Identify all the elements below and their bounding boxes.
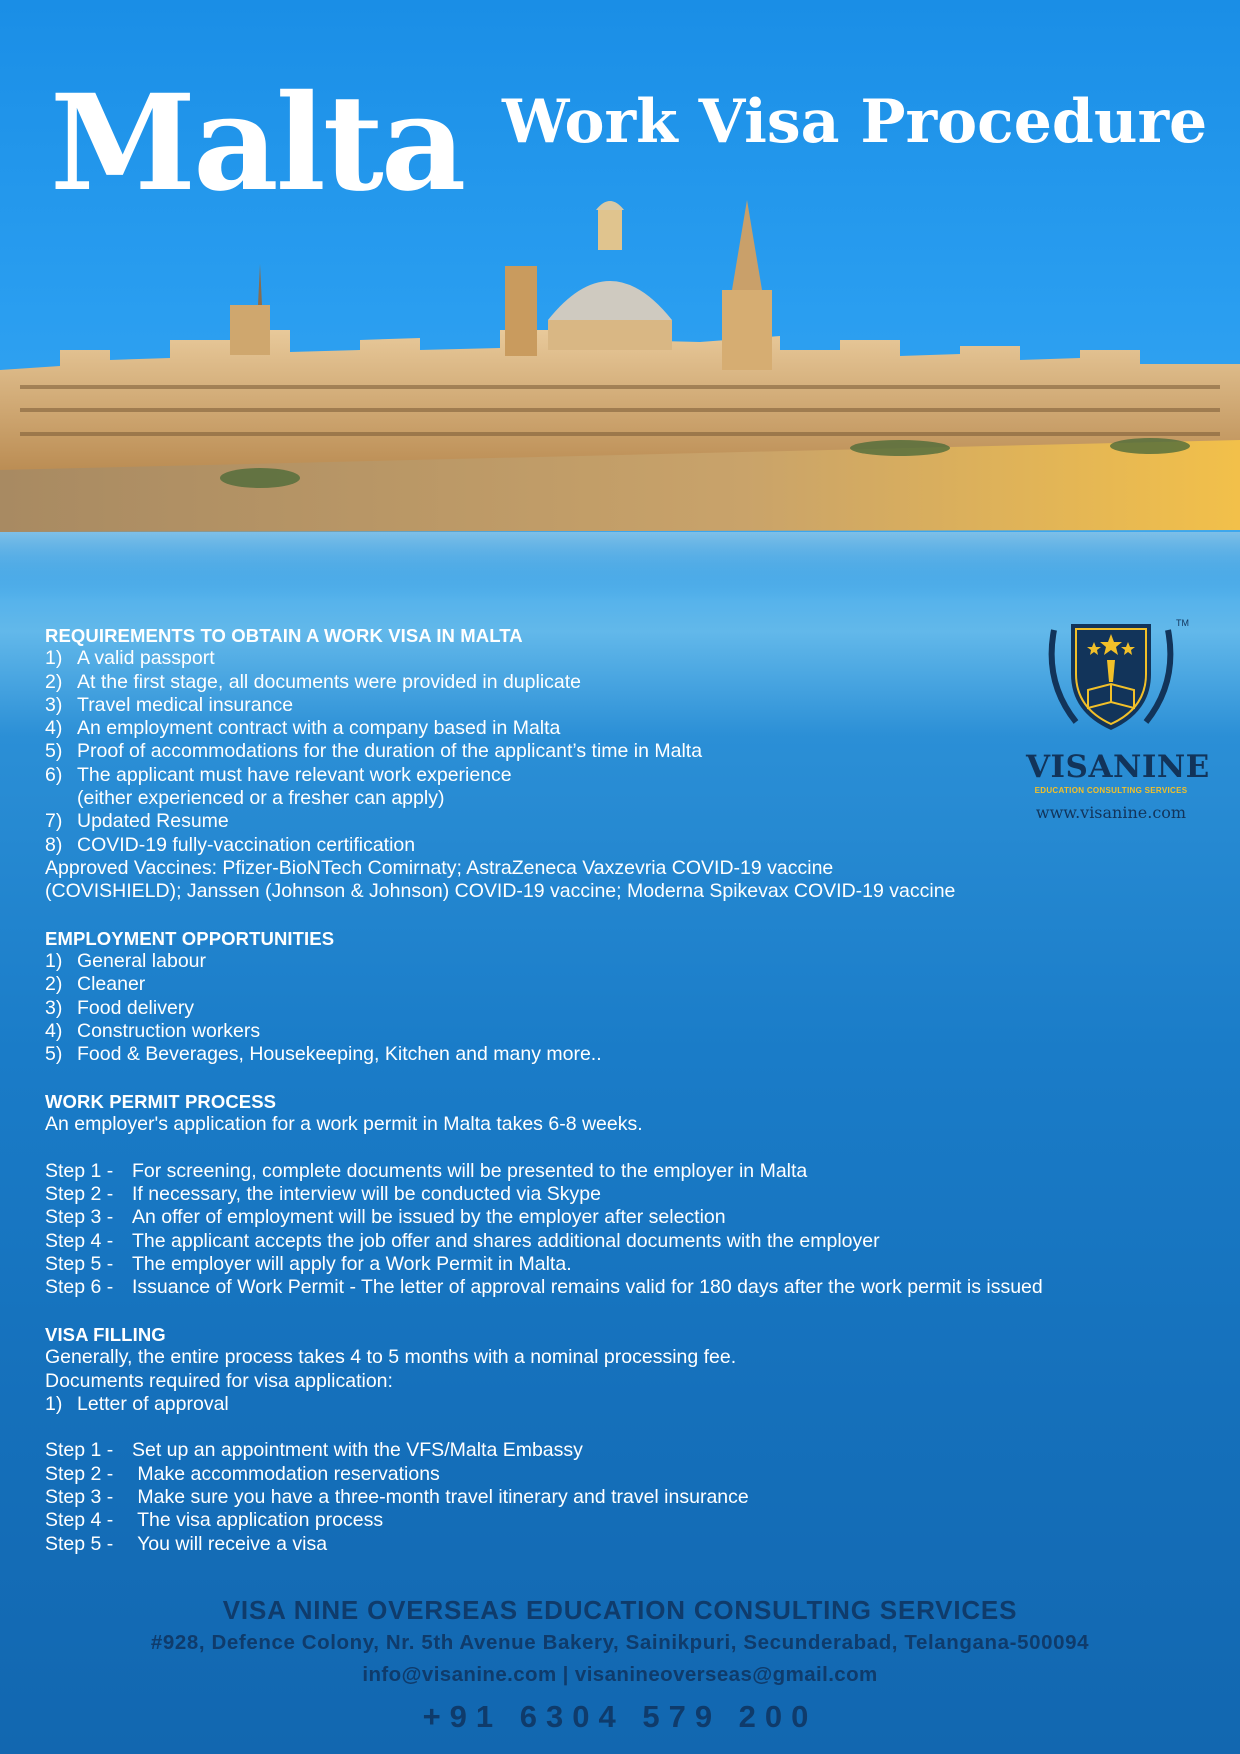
footer-phone[interactable]: +91 6304 579 200 — [422, 1699, 818, 1734]
list-item: 5) Food & Beverages, Housekeeping, Kitchen and many more.. — [45, 1043, 602, 1066]
vaccines-text: (COVISHIELD); Janssen (Johnson & Johnson) COVID-19 vaccine; Moderna Spikevax COVID-19 vaccine — [45, 880, 956, 903]
list-item: 1) A valid passport — [45, 647, 215, 670]
logo-website-link[interactable]: www.visanine.com — [1035, 803, 1187, 822]
visa-filling-heading: VISA FILLING — [45, 1323, 166, 1345]
title-subtitle: Work Visa Procedure — [502, 87, 1208, 157]
list-item: 2) At the first stage, all documents were provided in duplicate — [45, 670, 582, 693]
step-item: Step 5 - You will receive a visa — [45, 1532, 328, 1555]
list-item: 4) An employment contract with a company based in Malta — [45, 717, 561, 740]
list-item: 3) Food delivery — [45, 996, 195, 1019]
logo-tagline: EDUCATION CONSULTING SERVICES — [1034, 786, 1188, 795]
list-item: 2) Cleaner — [45, 973, 146, 996]
step-item: Step 6 - Issuance of Work Permit - The letter of approval remains valid for 180 days after the work permit is issued — [45, 1276, 1043, 1299]
work-permit-heading: WORK PERMIT PROCESS — [45, 1090, 277, 1112]
trademark-mark: TM — [1176, 618, 1189, 628]
valletta-skyline-image — [0, 180, 1240, 600]
work-permit-intro: An employer's application for a work permit in Malta takes 6-8 weeks. — [45, 1113, 643, 1136]
vaccines-text: Approved Vaccines: Pfizer-BioNTech Comirnaty; AstraZeneca Vaxzevria COVID-19 vaccine — [45, 856, 834, 879]
step-item: Step 3 - An offer of employment will be issued by the employer after selection — [45, 1206, 726, 1229]
main-content — [45, 624, 1185, 1556]
logo-brand: VISANINE — [1026, 749, 1210, 785]
list-item: 8) COVID-19 fully-vaccination certification — [45, 833, 416, 856]
step-item: Step 3 - Make sure you have a three-month travel itinerary and travel insurance — [45, 1485, 749, 1508]
footer-address: #928, Defence Colony, Nr. 5th Avenue Bakery, Sainikpuri, Secunderabad, Telangana-500094 — [150, 1631, 1090, 1654]
requirements-heading: REQUIREMENTS TO OBTAIN A WORK VISA IN MALTA — [45, 625, 523, 646]
title-main: Malta — [50, 66, 464, 221]
step-item: Step 2 - If necessary, the interview will be conducted via Skype — [45, 1183, 601, 1206]
step-item: Step 2 - Make accommodation reservations — [45, 1462, 440, 1485]
visa-filling-text: Generally, the entire process takes 4 to 5 months with a nominal processing fee. — [45, 1346, 737, 1369]
list-item: 5) Proof of accommodations for the duration of the applicant’s time in Malta — [45, 740, 703, 763]
step-item: Step 5 - The employer will apply for a Work Permit in Malta. — [45, 1253, 572, 1276]
footer-company: VISA NINE OVERSEAS EDUCATION CONSULTING SERVICES — [222, 1595, 1018, 1625]
list-item: (either experienced or a fresher can apply) — [77, 787, 445, 810]
list-item: 3) Travel medical insurance — [45, 693, 294, 716]
employment-heading: EMPLOYMENT OPPORTUNITIES — [45, 927, 335, 949]
list-item: 4) Construction workers — [45, 1020, 261, 1043]
list-item: 1) Letter of approval — [45, 1392, 229, 1415]
visa-filling-text: Documents required for visa application: — [45, 1369, 393, 1392]
list-item: 1) General labour — [45, 950, 206, 973]
step-item: Step 4 - The visa application process — [45, 1509, 384, 1532]
list-item: 7) Updated Resume — [45, 810, 229, 833]
footer-emails[interactable]: info@visanine.com | visanineoverseas@gmail.com — [362, 1663, 878, 1686]
list-item: 6) The applicant must have relevant work experience — [45, 763, 512, 786]
step-item: Step 1 - Set up an appointment with the VFS/Malta Embassy — [45, 1439, 583, 1462]
step-item: Step 1 - For screening, complete documents will be presented to the employer in Malta — [45, 1159, 808, 1182]
step-item: Step 4 - The applicant accepts the job offer and shares additional documents with the employer — [45, 1229, 880, 1252]
